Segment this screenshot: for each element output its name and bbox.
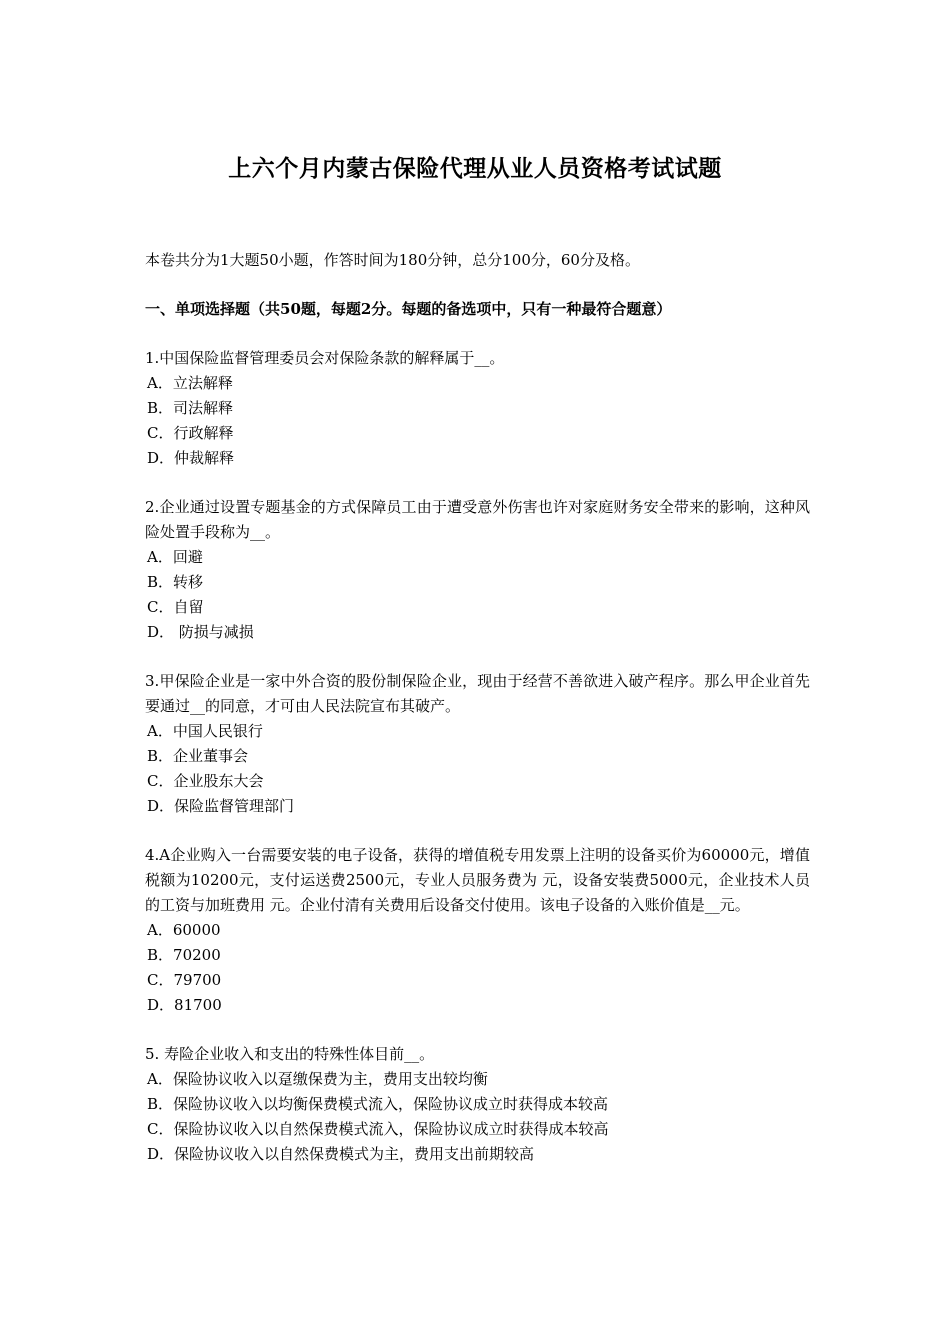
option-b: B．企业董事会 (147, 747, 249, 765)
option-b: B．转移 (147, 573, 204, 591)
option-list (145, 918, 810, 1018)
option-a: A．立法解释 (147, 374, 233, 392)
option-d: D． 防损与减损 (147, 623, 254, 641)
question-stem: 1.中国保险监督管理委员会对保险条款的解释属于__。 (145, 349, 505, 367)
question-stem: 3.甲保险企业是一家中外合资的股份制保险企业，现由于经营不善欲进入破产程序。那么甲企业首先要通过__的同意，才可由人民法院宣布其破产。 (145, 672, 810, 715)
question-stem: 5. 寿险企业收入和支出的特殊性体目前__。 (145, 1045, 435, 1063)
option-c: C．行政解释 (147, 424, 234, 442)
question-stem: 2.企业通过设置专题基金的方式保障员工由于遭受意外伤害也许对家庭财务安全带来的影响，这种风险处置手段称为__。 (145, 498, 810, 541)
document-body (145, 248, 810, 1167)
option-a: A．60000 (147, 921, 221, 939)
option-d: D．保险协议收入以自然保费模式为主，费用支出前期较高 (147, 1145, 535, 1163)
question-5 (145, 1042, 810, 1167)
option-d: D．保险监督管理部门 (147, 797, 295, 815)
option-list (145, 719, 810, 819)
option-b: B．保险协议收入以均衡保费模式流入，保险协议成立时获得成本较高 (147, 1095, 609, 1113)
document-title: 上六个月内蒙古保险代理从业人员资格考试试题 (228, 155, 722, 182)
option-a: A．中国人民银行 (147, 722, 263, 740)
question-1 (145, 346, 810, 471)
option-c: C．保险协议收入以自然保费模式流入，保险协议成立时获得成本较高 (147, 1120, 609, 1138)
option-d: D．仲裁解释 (147, 449, 235, 467)
question-3 (145, 669, 810, 819)
option-c: C．企业股东大会 (147, 772, 264, 790)
option-c: C．自留 (147, 598, 204, 616)
option-b: B．70200 (147, 946, 221, 964)
section-heading: 一、单项选择题（共50题，每题2分。每题的备选项中，只有一种最符合题意） (145, 300, 672, 318)
option-list (145, 545, 810, 645)
option-c: C．79700 (147, 971, 222, 989)
option-list (145, 1067, 810, 1167)
exam-intro: 本卷共分为1大题50小题，作答时间为180分钟，总分100分，60分及格。 (145, 251, 640, 269)
question-4 (145, 843, 810, 1018)
question-stem: 4.A企业购入一台需要安装的电子设备，获得的增值税专用发票上注明的设备买价为60000元，增值税额为10200元，支付运送费2500元，专业人员服务费为 元，设备安装费5000元，企业技术人员的工资与加班费用 元。企业付清有关费用后设备交付使用。该电子设备的入账价值是__元。 (145, 846, 810, 914)
option-a: A．回避 (147, 548, 203, 566)
option-a: A．保险协议收入以趸缴保费为主，费用支出较均衡 (147, 1070, 488, 1088)
option-list (145, 371, 810, 471)
question-2 (145, 495, 810, 645)
option-d: D．81700 (147, 996, 222, 1014)
option-b: B．司法解释 (147, 399, 234, 417)
